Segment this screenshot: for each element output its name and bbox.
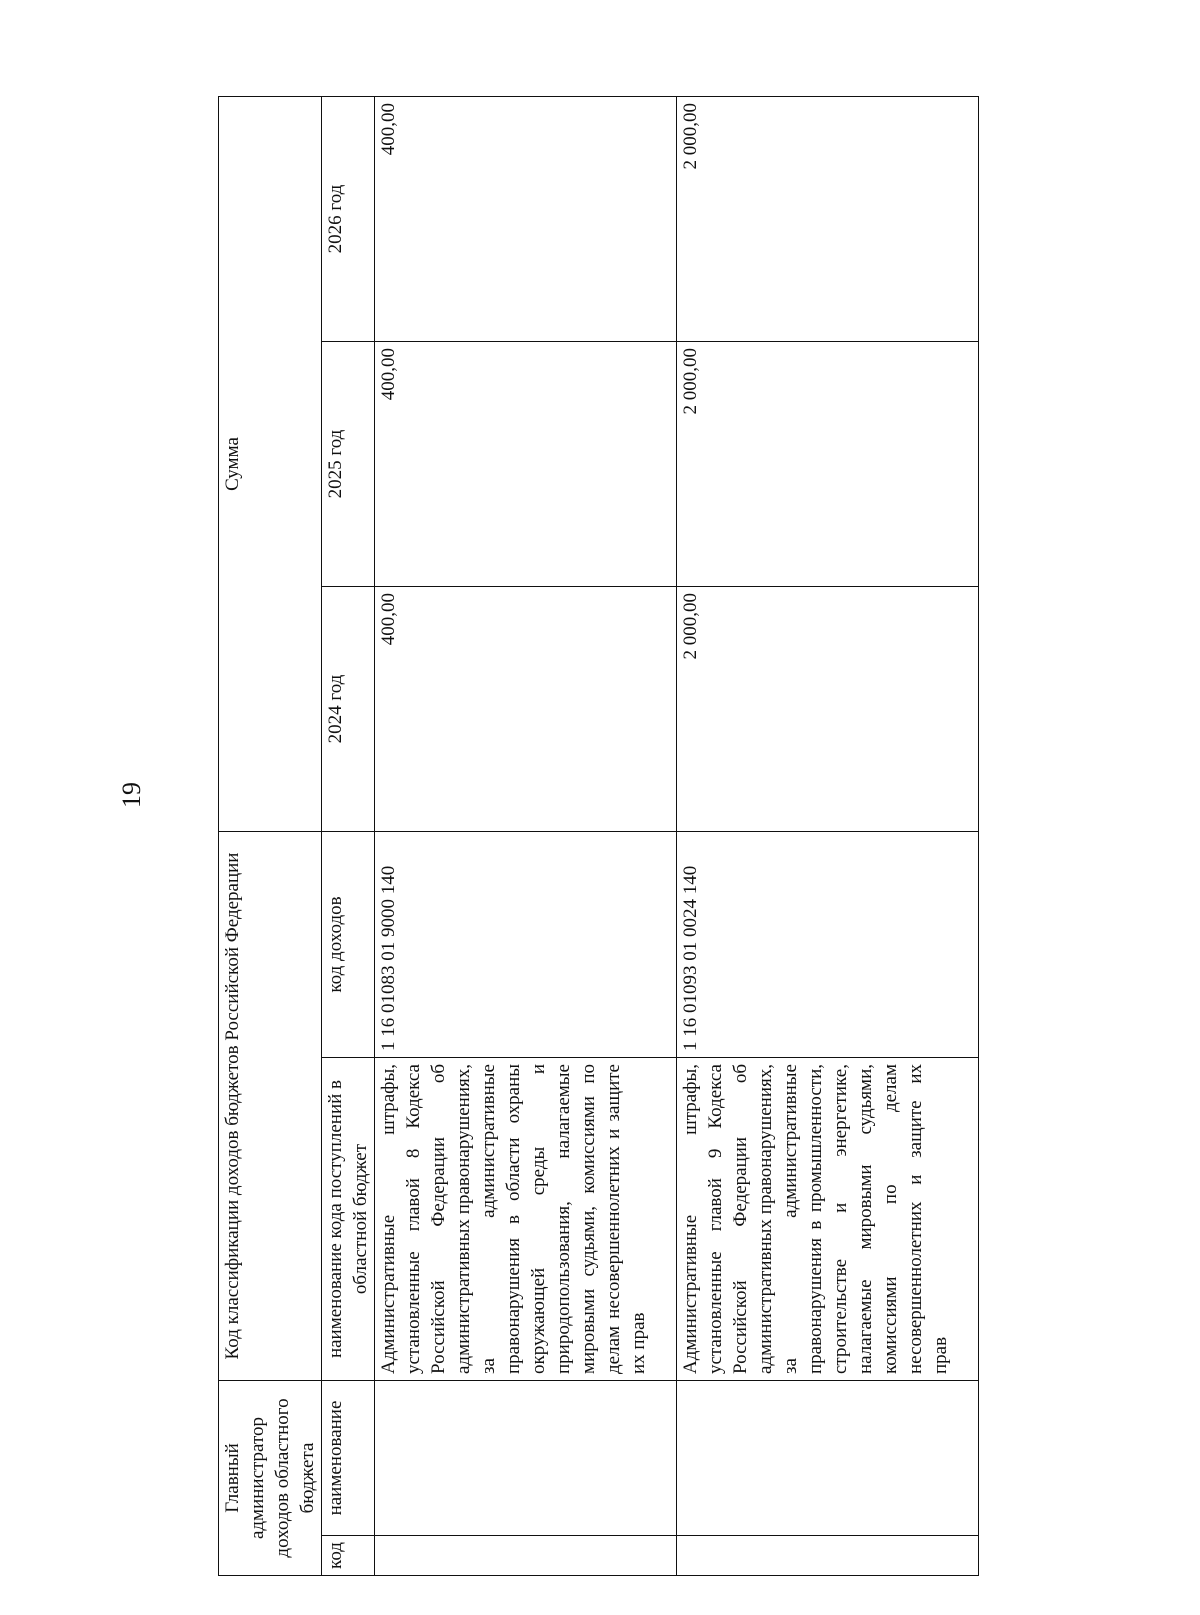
row-2026: 400,00 xyxy=(375,96,677,341)
header-row-2 xyxy=(322,96,375,1575)
col-2024-header: 2024 год xyxy=(322,587,375,832)
col-name-header: наименование xyxy=(322,1381,375,1536)
col-income-code-header: код доходов xyxy=(322,832,375,1058)
row-code xyxy=(375,1536,677,1576)
col-2025-header: 2025 год xyxy=(322,342,375,587)
row-2025: 400,00 xyxy=(375,342,677,587)
row-2024: 2 000,00 xyxy=(677,587,979,832)
table-row xyxy=(677,96,979,1575)
table-row xyxy=(375,96,677,1575)
row-income-code: 1 16 01093 01 0024 140 xyxy=(677,832,979,1058)
sum-group-header: Сумма xyxy=(219,96,322,831)
row-income-code: 1 16 01083 01 9000 140 xyxy=(375,832,677,1058)
admin-group-header: Главный администратор доходов областного бюджета xyxy=(219,1381,322,1576)
col-income-name-header: наименование кода поступлений в областной бюджет xyxy=(322,1058,375,1381)
col-2026-header: 2026 год xyxy=(322,96,375,341)
row-income-name: Административные штрафы, установленные главой 8 Кодекса Российской Федерации об административных правонарушениях, за административные правонарушения в области охраны окружающей среды и природопользования, налагаемые мировыми судьями, комиссиями по делам несовершеннолетних и защите их прав xyxy=(375,1058,677,1381)
row-2024: 400,00 xyxy=(375,587,677,832)
row-2025: 2 000,00 xyxy=(677,342,979,587)
row-name xyxy=(677,1381,979,1536)
row-code xyxy=(677,1536,979,1576)
row-2026: 2 000,00 xyxy=(677,96,979,341)
classification-group-header: Код классификации доходов бюджетов Российской Федерации xyxy=(219,832,322,1381)
row-income-name: Административные штрафы, установленные главой 9 Кодекса Российской Федерации об административных правонарушениях, за административные правонарушения в промышленности, строительстве и энергетике, налагаемые мировыми судьями, комиссиями по делам несовершеннолетних и защите их прав xyxy=(677,1058,979,1381)
row-name xyxy=(375,1381,677,1536)
income-table xyxy=(218,96,979,1576)
header-row-1 xyxy=(219,96,322,1575)
col-code-header: код xyxy=(322,1536,375,1576)
rotated-table-container xyxy=(218,97,979,1576)
page-number: 19 xyxy=(117,782,146,808)
